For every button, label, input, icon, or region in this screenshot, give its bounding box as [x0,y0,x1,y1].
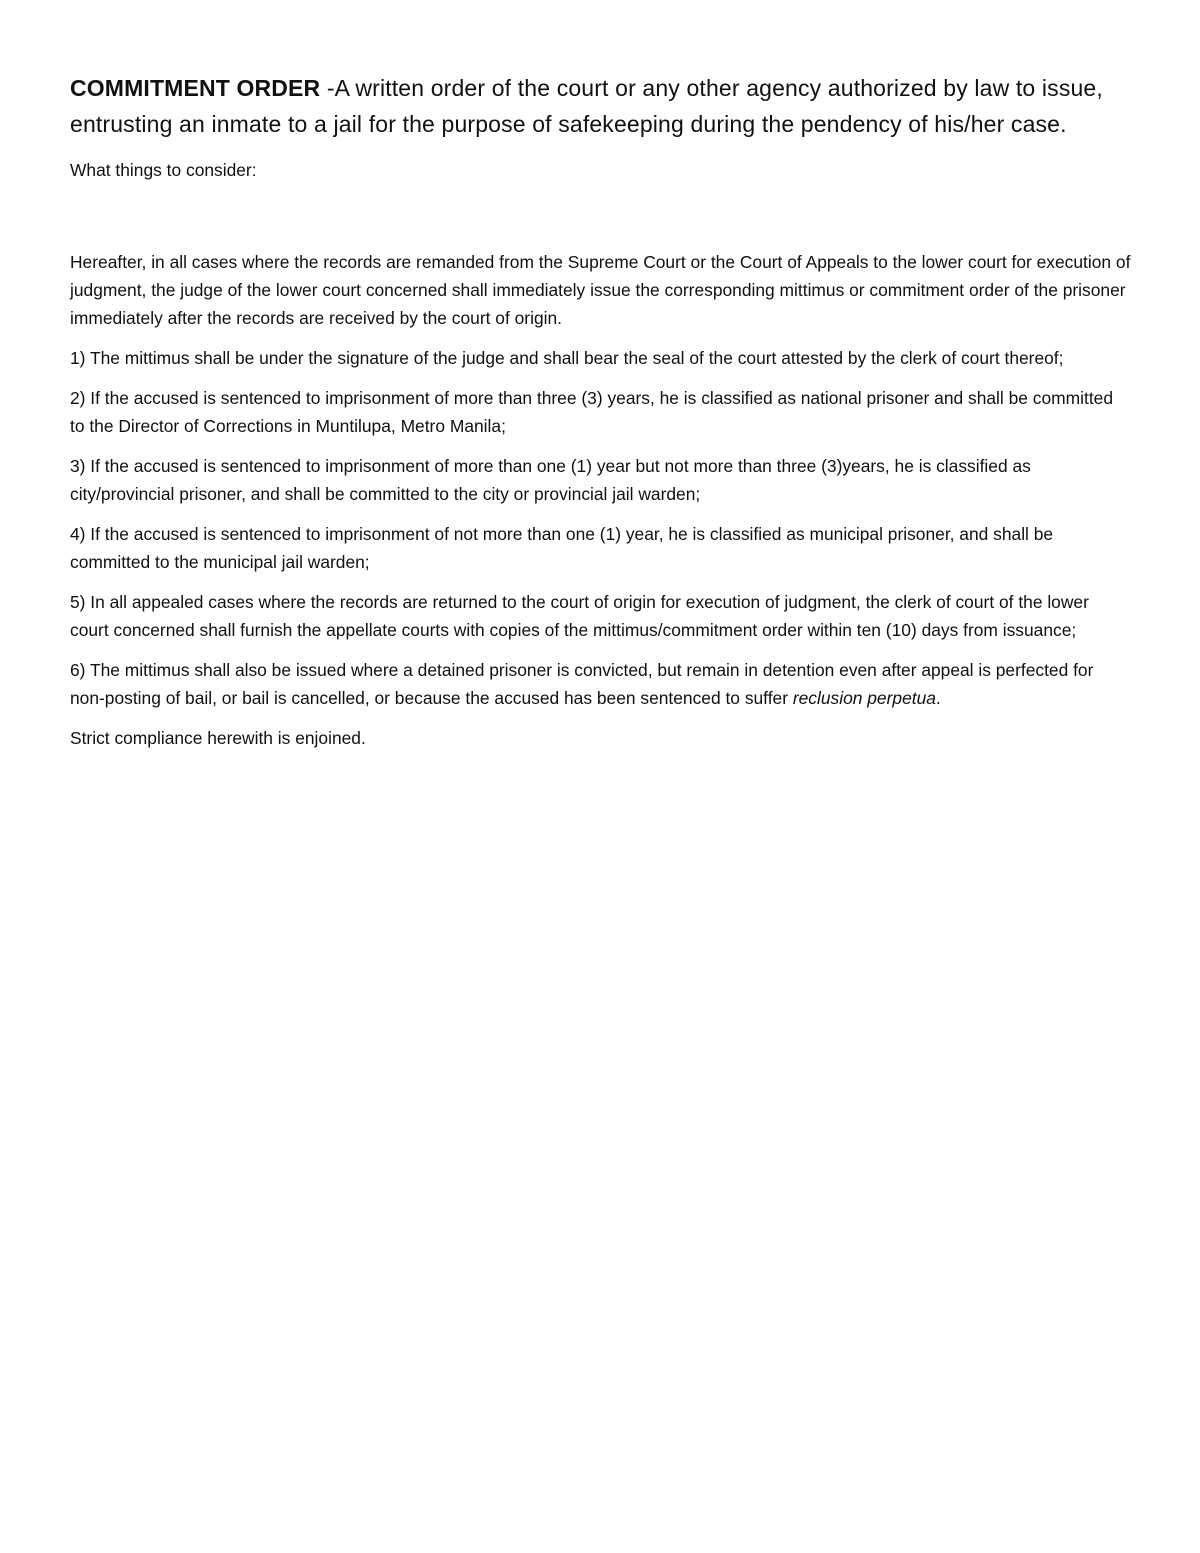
list-item-4: 4) If the accused is sentenced to imprisonment of not more than one (1) year, he is classified as municipal prisoner, and shall be committed to the municipal jail warden; [70,524,1054,572]
heading-term: COMMITMENT ORDER [70,75,321,101]
list-item-2: 2) If the accused is sentenced to imprisonment of more than three (3) years, he is classified as national prisoner and shall be committed to the Director of Corrections in Muntilupa, Metro Manila; [70,388,1113,436]
intro-paragraph: Hereafter, in all cases where the records are remanded from the Supreme Court or the Court of Appeals to the lower court for execution of judgment, the judge of the lower court concerned shall immediately issue the corresponding mittimus or commitment order of the prisoner immediately after the records are received by the court of origin. [70,252,1131,328]
list-item-5: 5) In all appealed cases where the records are returned to the court of origin for execution of judgment, the clerk of court of the lower court concerned shall furnish the appellate courts with copies of the mittimus/commitment order within ten (10) days from issuance; [70,592,1089,640]
definition-heading [70,70,1132,142]
list-item-6-italic: reclusion perpetua [792,688,936,708]
list-item-6-end: . [935,688,941,708]
closing-statement: Strict compliance herewith is enjoined. [70,728,366,748]
list-item-6 [70,656,1132,712]
document-page [70,70,1132,752]
consider-question: What things to consider: [70,160,257,180]
list-item-6-text: 6) The mittimus shall also be issued where a detained prisoner is convicted, but remain in detention even after appeal is perfected for non-posting of bail, or bail is cancelled, or because the accused has been sentenced to suffer [70,660,1094,708]
list-item-1: 1) The mittimus shall be under the signature of the judge and shall bear the seal of the court attested by the clerk of court thereof; [70,348,1064,368]
heading-definition: -A written order of the court or any other agency authorized by law to issue, entrusting an inmate to a jail for the purpose of safekeeping during the pendency of his/her case. [70,75,1103,137]
list-item-3: 3) If the accused is sentenced to imprisonment of more than one (1) year but not more than three (3)years, he is classified as city/provincial prisoner, and shall be committed to the city or provincial jail warden; [70,456,1031,504]
